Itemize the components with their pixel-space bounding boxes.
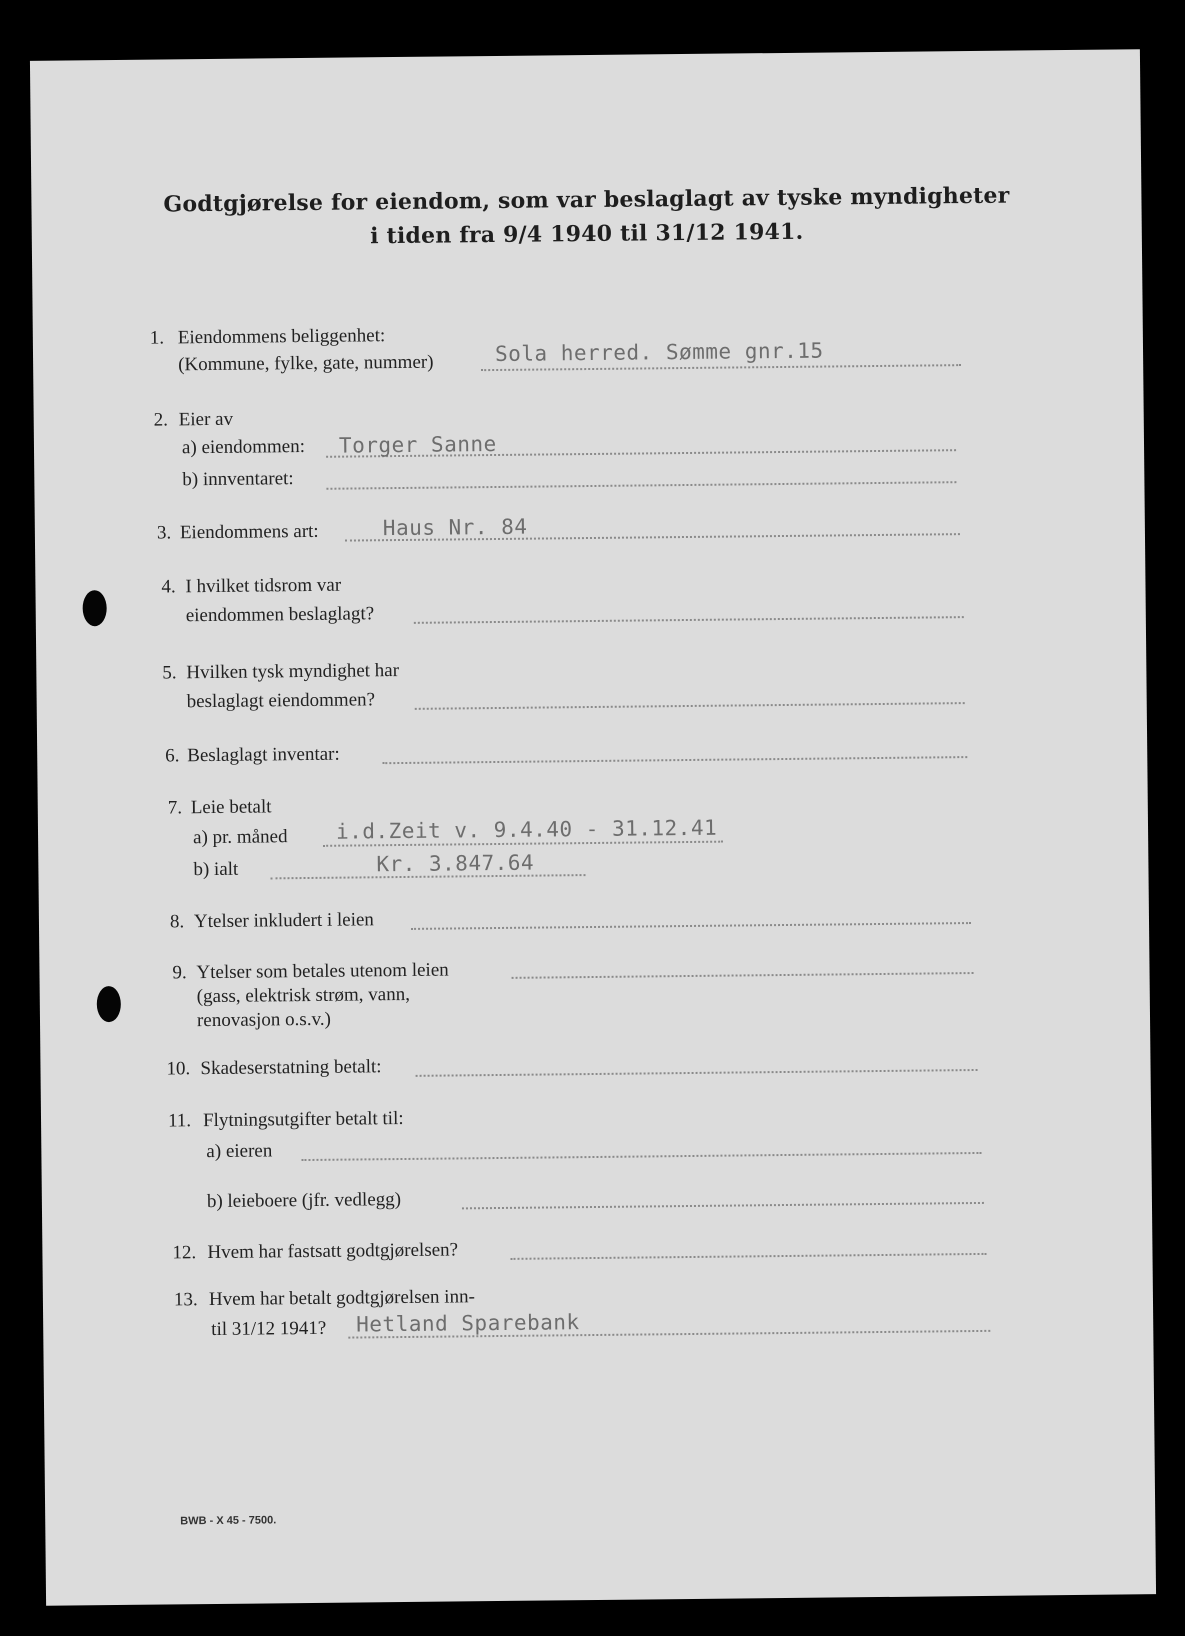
q11b-label: b) leieboere (jfr. vedlegg) (206, 1189, 402, 1213)
q10-label: Skadeserstatning betalt: (200, 1056, 382, 1080)
q7a-label: a) pr. måned (192, 826, 288, 849)
answer-line (411, 922, 971, 930)
item-number: 1. (149, 327, 165, 349)
q12-label: Hvem har fastsatt godtgjørelsen? (207, 1239, 459, 1264)
q13-sublabel: til 31/12 1941? (211, 1317, 327, 1341)
q7b-answer: Kr. 3.847.64 (376, 850, 535, 877)
q11-label: Flytningsutgifter betalt til: (202, 1108, 404, 1132)
q3-label: Eiendommens art: (179, 520, 319, 544)
q8-label: Ytelser inkludert i leien (193, 909, 374, 933)
q5-sublabel: beslaglagt eiendommen? (186, 689, 376, 713)
item-number: 7. (167, 797, 183, 819)
answer-line (511, 1253, 987, 1260)
item-number: 12. (172, 1242, 197, 1264)
q2a-label: a) eiendommen: (181, 435, 306, 459)
q5-label: Hvilken tysk myndighet har (186, 660, 400, 684)
q2b-label: b) innventaret: (182, 468, 294, 491)
punch-hole (82, 590, 106, 626)
item-number: 6. (165, 745, 180, 767)
print-code: BWB - X 45 - 7500. (180, 1514, 277, 1528)
q7-label: Leie betalt (190, 796, 272, 819)
item-number: 9. (172, 962, 187, 984)
item-number: 3. (156, 522, 172, 544)
item-number: 5. (162, 662, 177, 684)
answer-line (301, 1152, 981, 1161)
answer-line (462, 1202, 984, 1209)
answer-line (415, 702, 965, 710)
answer-line (512, 972, 974, 979)
q7a-answer: i.d.Zeit v. 9.4.40 - 31.12.41 (335, 815, 718, 844)
q9-sublabel-1: (gass, elektrisk strøm, vann, (196, 983, 411, 1008)
item-number: 2. (153, 409, 169, 431)
answer-line (414, 616, 964, 624)
punch-hole (97, 986, 121, 1022)
item-number: 4. (161, 576, 176, 598)
q6-label: Beslaglagt inventar: (187, 743, 340, 767)
form-page (30, 49, 1156, 1606)
q1-sublabel: (Kommune, fylke, gate, nummer) (178, 351, 434, 376)
q9-sublabel-2: renovasjon o.s.v.) (196, 1008, 331, 1032)
q7b-label: b) ialt (193, 858, 239, 881)
q13-answer: Hetland Sparebank (356, 1310, 580, 1337)
q4-sublabel: eiendommen beslaglagt? (185, 603, 375, 627)
q2-label: Eier av (178, 408, 234, 431)
q9-label: Ytelser som betales utenom leien (196, 959, 449, 984)
form-title-line-2: i tiden fra 9/4 1940 til 31/12 1941. (370, 218, 804, 250)
q1-label: Eiendommens beliggenhet: (177, 325, 386, 349)
q13-label: Hvem har betalt godtgjørelsen inn- (208, 1286, 475, 1311)
q1-answer: Sola herred. Sømme gnr.15 (494, 338, 824, 366)
q2a-answer: Torger Sanne (338, 431, 497, 458)
q3-answer: Haus Nr. 84 (382, 514, 528, 541)
form-title-line-1: Godtgjørelse for eiendom, som var beslaglagt av tyske myndigheter (163, 182, 1010, 218)
item-number: 8. (169, 911, 185, 933)
item-number: 10. (166, 1058, 191, 1080)
answer-line (326, 481, 956, 490)
q11a-label: a) eieren (206, 1140, 273, 1163)
item-number: 13. (173, 1289, 198, 1311)
q4-label: I hvilket tidsrom var (185, 574, 342, 598)
answer-line (416, 1069, 978, 1077)
answer-line (382, 756, 967, 764)
item-number: 11. (167, 1110, 192, 1132)
